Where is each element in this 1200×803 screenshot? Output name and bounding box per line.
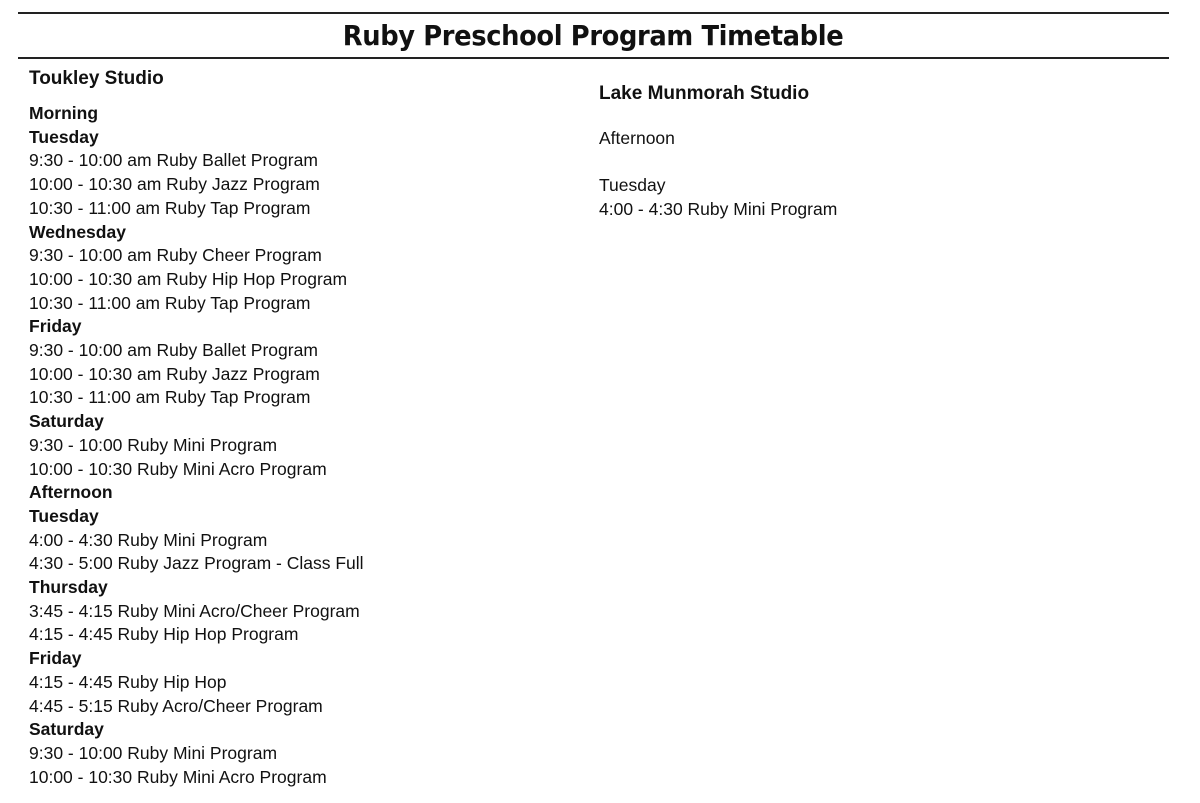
- toukley-timetable: [29, 102, 364, 789]
- schedule-entry: 4:30 - 5:00 Ruby Jazz Program - Class Full: [29, 553, 364, 574]
- lake-munmorah-studio-heading: Lake Munmorah Studio: [599, 83, 810, 104]
- page-title: Ruby Preschool Program Timetable: [343, 19, 844, 52]
- schedule-heading: Saturday: [29, 411, 104, 432]
- schedule-entry: 3:45 - 4:15 Ruby Mini Acro/Cheer Program: [29, 600, 360, 621]
- schedule-heading: Tuesday: [29, 126, 99, 147]
- schedule-heading: Tuesday: [29, 505, 99, 526]
- schedule-entry: 9:30 - 10:00 am Ruby Ballet Program: [29, 340, 318, 361]
- schedule-heading: Morning: [29, 103, 99, 123]
- schedule-entry: 10:00 - 10:30 am Ruby Hip Hop Program: [29, 268, 348, 289]
- schedule-entry: 10:30 - 11:00 am Ruby Tap Program: [29, 292, 311, 313]
- schedule-entry: 4:15 - 4:45 Ruby Hip Hop Program: [29, 624, 299, 645]
- schedule-entry: 10:30 - 11:00 am Ruby Tap Program: [29, 197, 311, 218]
- schedule-entry: 4:45 - 5:15 Ruby Acro/Cheer Program: [29, 695, 323, 716]
- schedule-entry: 9:30 - 10:00 Ruby Mini Program: [29, 742, 278, 763]
- title-band: [18, 12, 1169, 59]
- lake-munmorah-day: Tuesday: [599, 175, 666, 195]
- schedule-heading: Saturday: [29, 719, 104, 740]
- schedule-entry: 4:15 - 4:45 Ruby Hip Hop: [29, 671, 227, 692]
- schedule-heading: Friday: [29, 648, 82, 669]
- schedule-entry: 9:30 - 10:00 am Ruby Cheer Program: [29, 245, 322, 266]
- schedule-entry: 10:00 - 10:30 am Ruby Jazz Program: [29, 363, 320, 384]
- schedule-entry: 4:00 - 4:30 Ruby Mini Program: [29, 529, 268, 550]
- schedule-entry: 10:00 - 10:30 am Ruby Jazz Program: [29, 174, 320, 195]
- toukley-studio-heading: Toukley Studio: [29, 68, 164, 89]
- lake-munmorah-period: Afternoon: [599, 128, 675, 148]
- schedule-heading: Wednesday: [29, 221, 126, 242]
- schedule-heading: Friday: [29, 316, 82, 337]
- schedule-heading: Afternoon: [29, 482, 113, 503]
- schedule-entry: 10:30 - 11:00 am Ruby Tap Program: [29, 387, 311, 408]
- schedule-entry: 10:00 - 10:30 Ruby Mini Acro Program: [29, 766, 327, 787]
- schedule-entry: 10:00 - 10:30 Ruby Mini Acro Program: [29, 458, 327, 479]
- schedule-entry: 9:30 - 10:00 am Ruby Ballet Program: [29, 150, 318, 171]
- schedule-entry: 9:30 - 10:00 Ruby Mini Program: [29, 434, 278, 455]
- lake-munmorah-class: 4:00 - 4:30 Ruby Mini Program: [599, 199, 838, 219]
- schedule-heading: Thursday: [29, 577, 108, 598]
